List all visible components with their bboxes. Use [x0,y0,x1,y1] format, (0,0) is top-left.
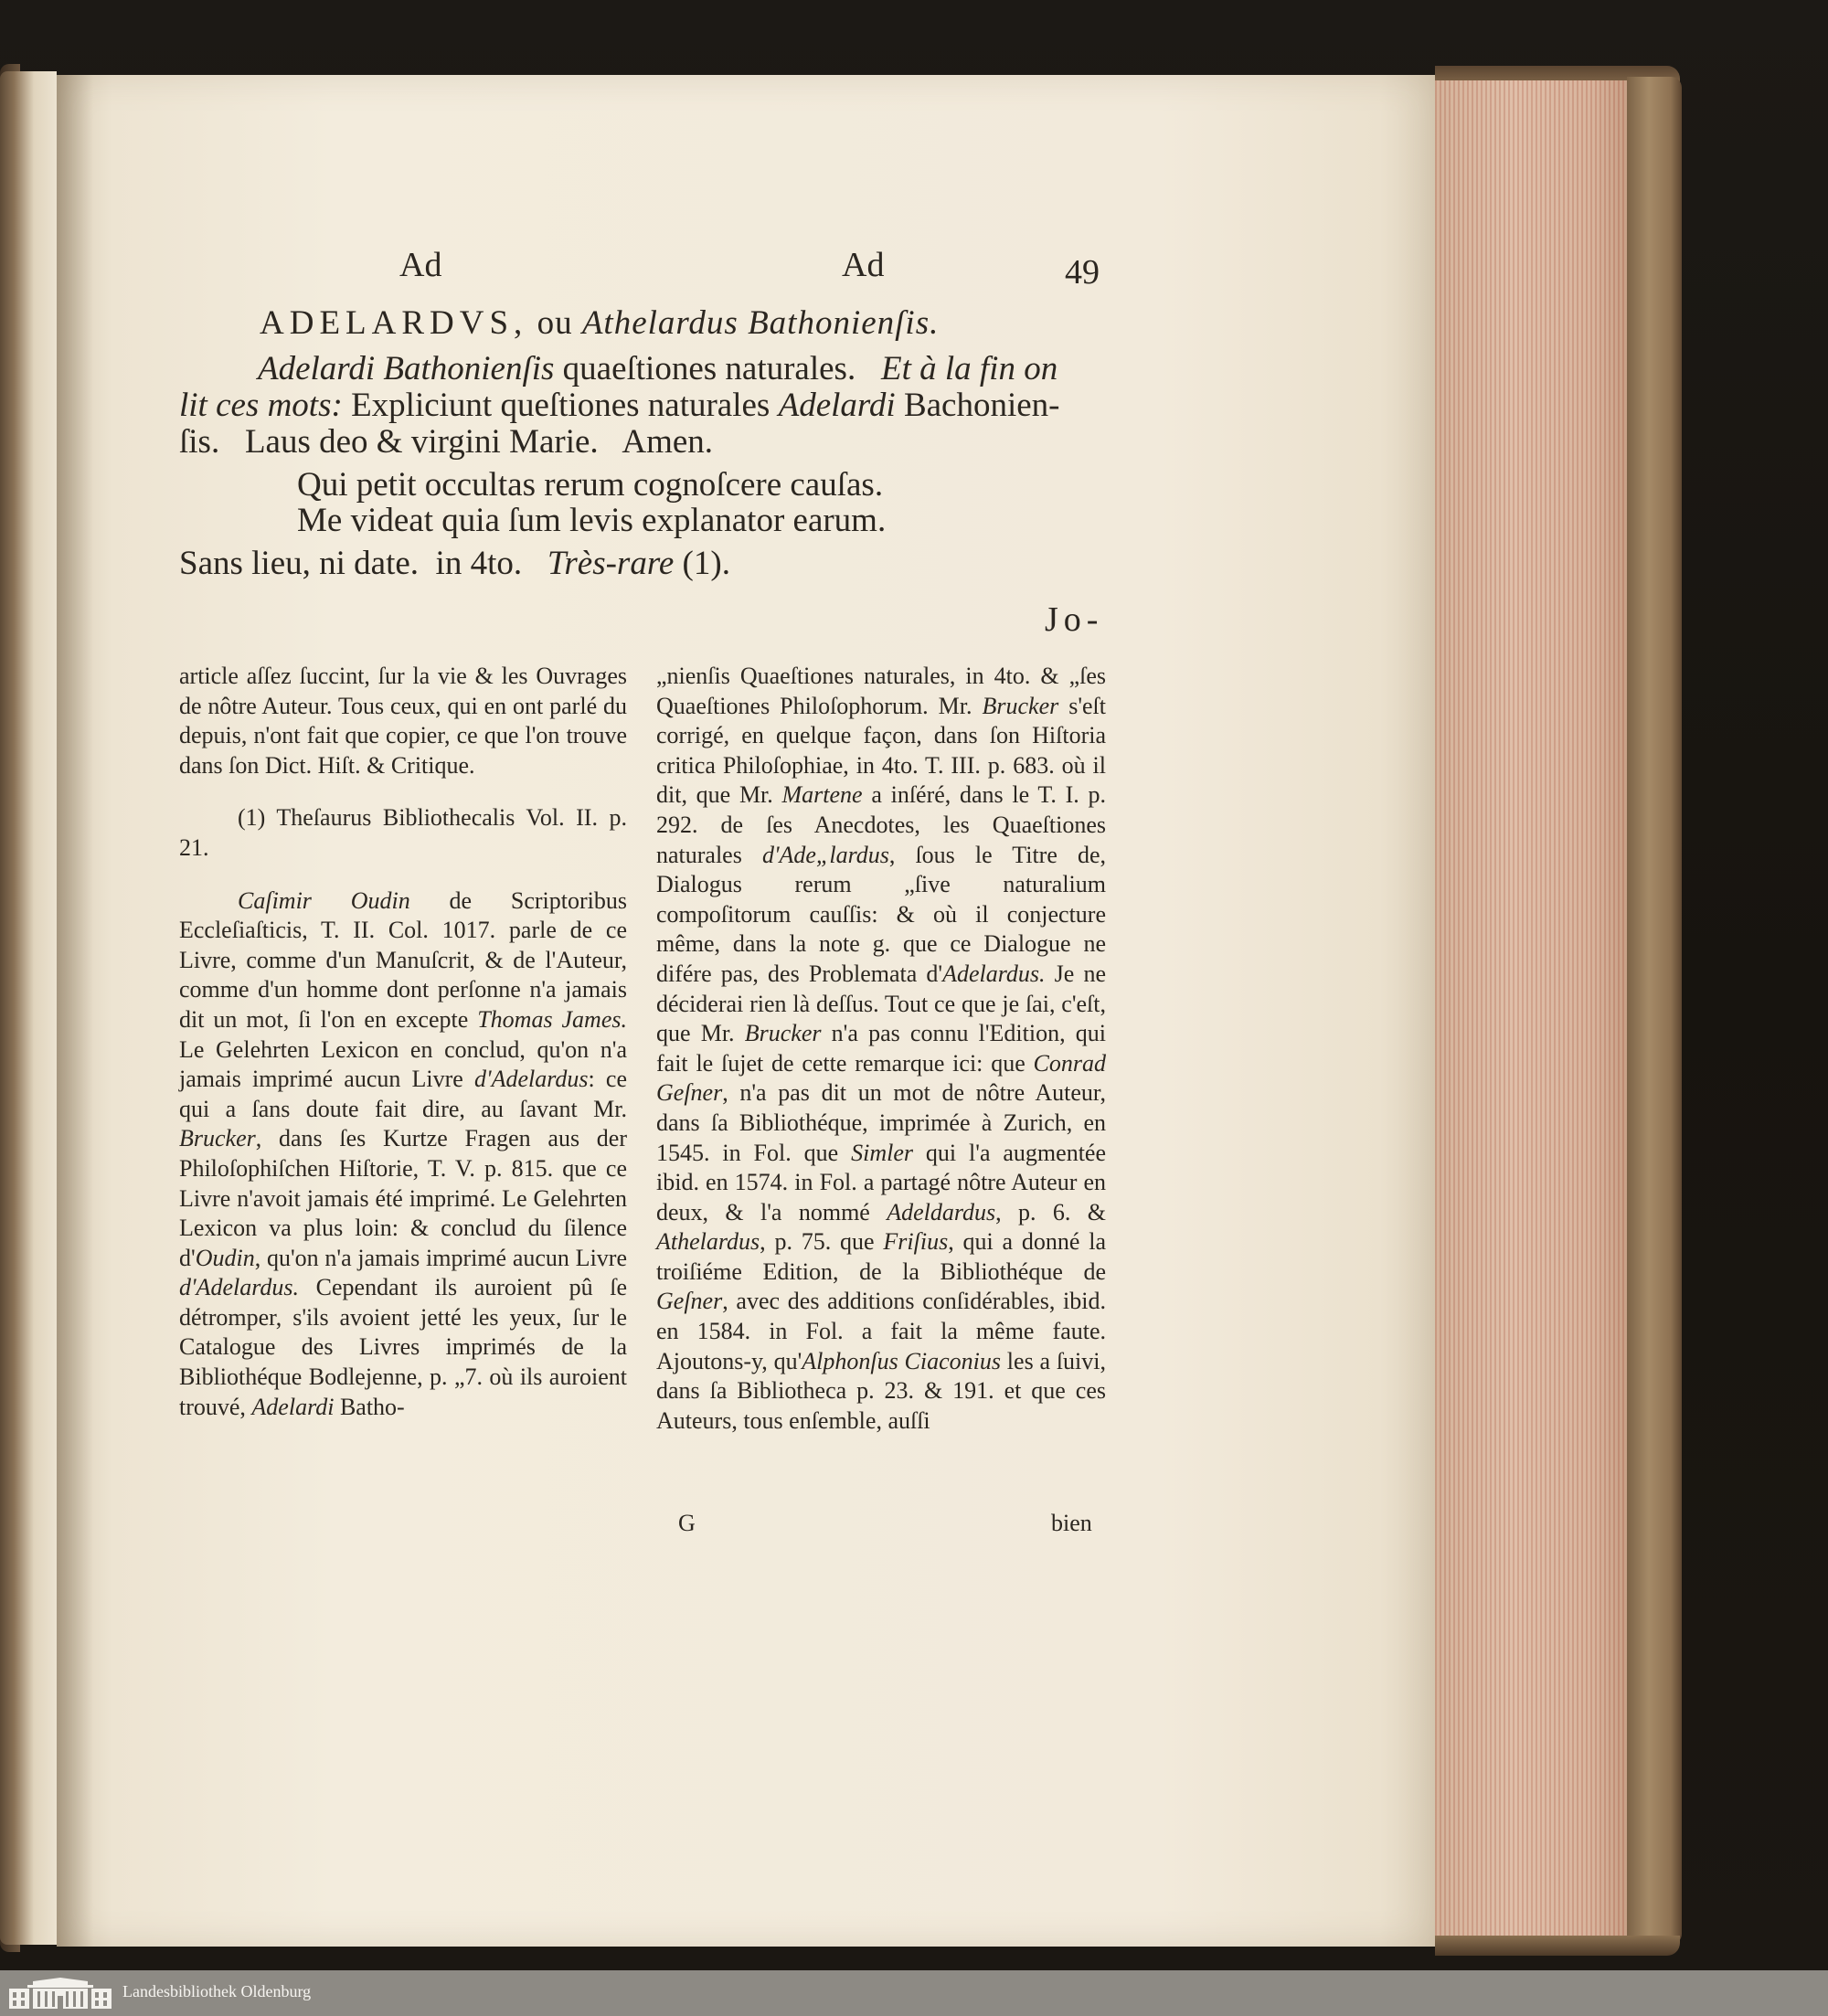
right-paragraph [656,662,1106,1436]
right-paragraph-run: , p. 75. que [760,1228,884,1256]
left-page-edge [0,71,57,1945]
left-paragraph-3-run: Caſimir Oudin [238,886,410,914]
catchword-top: Jo- [1045,600,1104,639]
right-paragraph-run: n'a pas connu l'Edition, qui fait le ſujet de cette remarque ici: que [656,1020,1107,1077]
left-paragraph-3-run: de Scriptoribus Eccleſiaſticis, T. II. Col. 1017. parle de ce Livre, comme d'un Manuſcrit, & de l'Auteur, comme d'un homme dont perſonne n'a jamais dit un mot, ſi l'on en excepte [179,886,627,1033]
library-name: Landesbibliothek Oldenburg [122,1982,312,2000]
right-paragraph-run: Brucker [744,1020,822,1047]
right-paragraph-run: Martene [781,781,863,809]
right-paragraph-run: Geſner [656,1288,723,1315]
entry-line-3 [179,387,1060,423]
right-paragraph-run: Conrad Geſner [656,1049,1106,1107]
left-paragraph-3-run: d'Adelardus. [179,1274,299,1301]
entry-line-2-a: Adelardi Bathonienſis [258,350,555,387]
entry-line-2-c: Et à la fin on [880,350,1058,387]
signature-mark: G [678,1510,696,1536]
left-paragraph-3-run: Batho- [334,1393,405,1420]
gutter-shadow [57,75,93,1947]
right-paragraph-run: Adelardus. [942,960,1046,987]
left-paragraph-3-run: Cependant ils auroient pû ſe détromper, s'ils avoient jetté les yeux, ſur le Catalogue des Livres imprimés de la Bibliothéque Bodlejenne, p. „7. où ils auroient trouvé, [179,1274,627,1420]
right-paragraph-run: Simler [851,1139,913,1166]
imprint-line [179,546,730,581]
right-paragraph-run: Alphonſus Ciaconius [802,1347,1001,1374]
footnote-1: (1) Theſaurus Bibliothecalis Vol. II. p. 21. [179,804,627,861]
imprint-line-rarity: Très-rare [547,545,675,582]
right-paragraph-run: , avec des additions conſidérables, ibid. en 1584. in Fol. a fait la même faute. Ajoutons-y, qu' [656,1288,1106,1374]
right-paragraph-run: qui l'a augmentée ibid. en 1574. in Fol. a partagé nôtre Auteur en deux, & l'a nommé [656,1139,1106,1226]
left-paragraph-3-run: Adelardi [251,1393,335,1420]
right-paragraph-run: Je ne déciderai rien là deſſus. Tout ce que je ſai, c'eſt, que Mr. [656,960,1106,1047]
right-paragraph-run: Adeldardus [887,1198,996,1226]
library-building-icon [5,1976,115,2011]
right-paragraph-run: „nienſis Quaeſtiones naturales, in 4to. & „ſes Quaeſtiones Philoſophorum. Mr. [656,663,1106,719]
left-paragraph-3 [179,886,627,1423]
verse-line-2: Me videat quia ſum levis explanator earum. [297,502,887,539]
right-paragraph-run: d'Ade„lardus [761,841,889,868]
right-column [656,662,1106,1436]
left-paragraph-3-run: , qu'on n'a jamais imprimé aucun Livre [254,1244,627,1271]
entry-line-3-b: Expliciunt queſtiones naturales [342,387,779,424]
entry-line-3-d: Bachonien- [895,387,1060,424]
left-paragraph-3-run: Oudin [195,1244,255,1271]
entry-line-4: ſis. Laus deo & virgini Marie. Amen. [179,423,714,461]
imprint-line-a: Sans lieu, ni date. in 4to. [179,545,547,582]
right-paragraph-run: Brucker [982,692,1059,719]
right-paragraph-run: , qui a donné la troiſiéme Edition, de la Bibliothéque de [656,1228,1106,1285]
entry-line-3-a: lit ces mots: [179,387,343,424]
page-block-edges [1435,80,1631,1945]
page-number: 49 [1065,253,1100,292]
left-paragraph-3-run: Brucker [179,1125,256,1152]
left-paragraph-3-run: : ce qui a ſans doute fait dire, au ſavant Mr. [179,1066,627,1122]
right-paragraph-run: Athelardus [656,1228,760,1256]
left-paragraph-3-run: Thomas James. [477,1005,627,1033]
entry-title-ou: ou [527,304,582,342]
right-paragraph-run: , ſous le Titre de, Dialogus rerum „ſive naturalium compoſitorum cauſſis: & où il conjecture même, dans la note g. que ce Dialogue ne difére pas, des Problemata d' [656,841,1107,987]
right-paragraph-run: s'eſt corrigé, en quelque façon, dans ſon Hiſtoria critica Philoſophiae, in 4to. T. III. p. 683. où il dit, que Mr. [656,692,1107,809]
right-paragraph-run: , p. 6. & [995,1198,1106,1226]
entry-line-2-b: quaeſtiones naturales. [554,350,881,387]
left-column [179,662,627,1422]
running-head-center: Ad [842,246,885,284]
left-paragraph-3-run: , dans ſes Kurtze Fragen aus der Philoſophiſchen Hiſtorie, T. V. p. 815. que ce Livre n'avoit jamais été imprimé. Le Gelehrten Lexicon va plus loin: & conclud du ſilence d' [179,1125,627,1271]
catchword-bottom: bien [1051,1510,1092,1536]
imprint-line-note-ref: (1). [674,545,730,582]
right-paragraph-run: a inſéré, dans le T. I. p. 292. de ſes Anecdotes, les Quaeſtiones naturales [656,781,1106,868]
right-paragraph-run: les a ſuivi, dans ſa Bibliotheca p. 23. & 191. et que ces Auteurs, tous enſemble, auſſi [656,1347,1106,1434]
cover-bottom [1435,1936,1680,1956]
right-paragraph-run: Friſius [883,1228,949,1256]
left-paragraph-3-run: Le Gelehrten Lexicon en conclud, qu'on n'a jamais imprimé aucun Livre [179,1035,627,1093]
entry-title [260,305,939,341]
cover-right [1627,77,1682,1945]
entry-line-2 [258,351,1057,387]
verse-line-1: Qui petit occultas rerum cognoſcere cauſas. [297,466,884,504]
running-head-left: Ad [399,246,442,284]
entry-title-caps: ADELARDVS, [260,304,528,342]
left-paragraph-3-run: d'Adelardus [474,1066,589,1093]
left-paragraph-1: article aſſez ſuccint, ſur la vie & les Ouvrages de nôtre Auteur. Tous ceux, qui en ont parlé du depuis, n'ont fait que copier, ce que l'on trouve dans ſon Dict. Hiſt. & Critique. [179,663,627,779]
entry-line-3-c: Adelardi [778,387,896,424]
entry-title-italic: Athelardus Bathonienſis. [581,304,940,342]
right-paragraph-run: , n'a pas dit un mot de nôtre Auteur, dans ſa Bibliothéque, imprimée à Zurich, en 1545. in Fol. que [656,1079,1106,1166]
footer-bar [0,1970,1828,2016]
